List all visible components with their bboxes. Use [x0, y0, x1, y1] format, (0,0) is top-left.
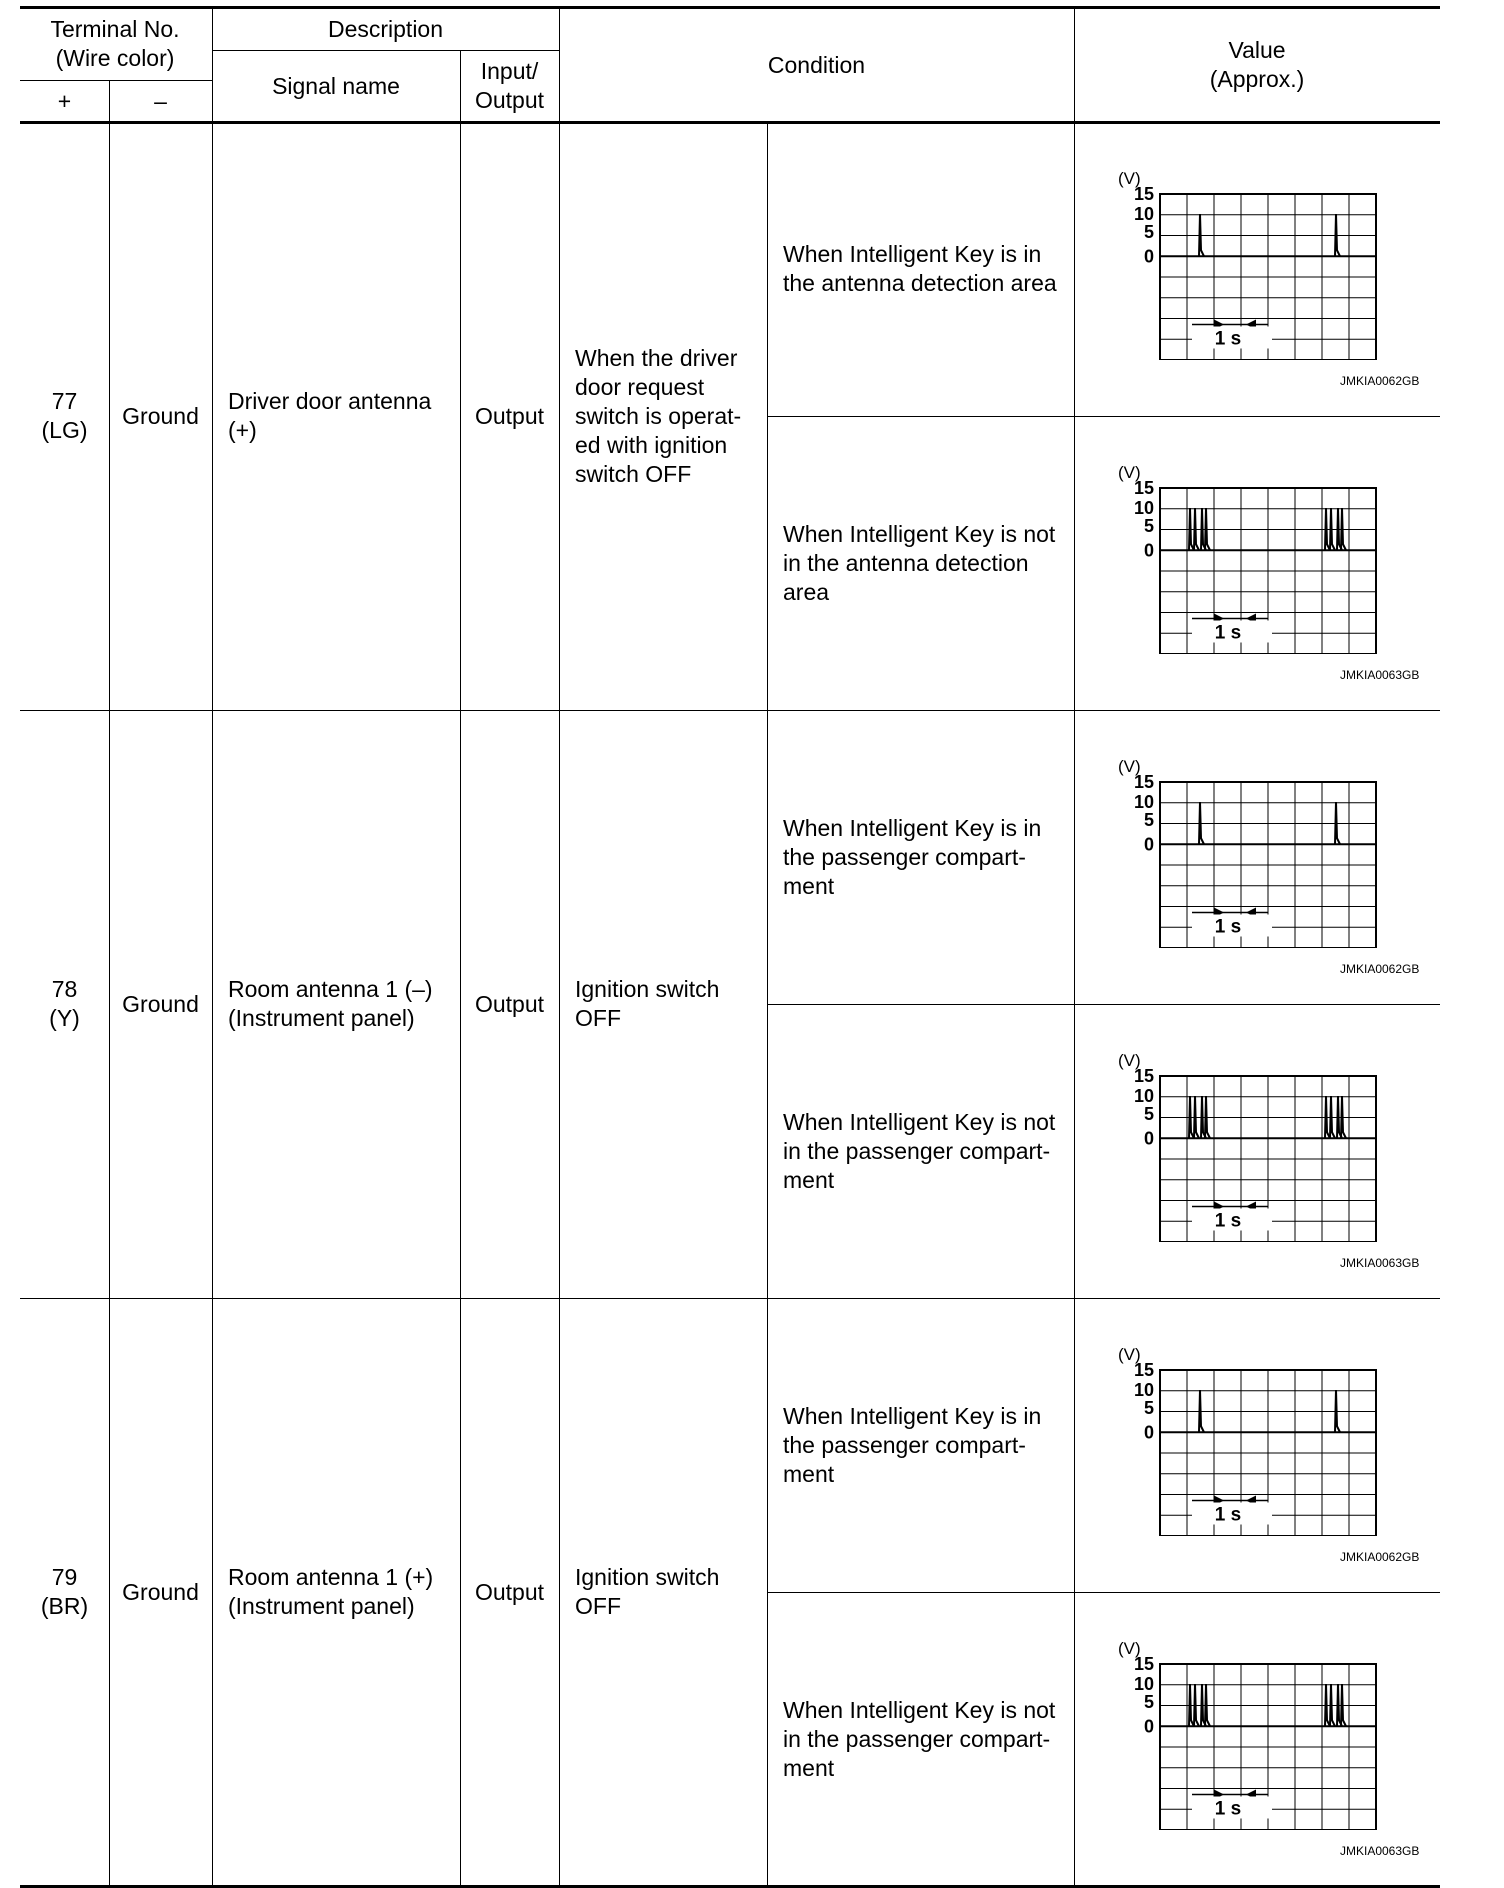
subcondition-cell-line: When Intelligent Key is in [783, 1402, 1042, 1429]
condition-cell-line: OFF [575, 1593, 621, 1619]
wire-color: (LG) [41, 417, 88, 443]
subcondition-cell [767, 416, 1074, 710]
header-minus-label: – [154, 87, 167, 114]
figure-id: JMKIA0063GB [1340, 668, 1420, 682]
minus-value: Ground [122, 990, 199, 1017]
signal-name-cell-line: (Instrument panel) [228, 1005, 415, 1031]
signal-name-cell-line: Room antenna 1 (+) [228, 1564, 434, 1590]
header-minus [109, 80, 212, 122]
subcondition-cell-line: ment [783, 1166, 835, 1193]
condition-cell-line: switch is operat- [575, 402, 742, 429]
table-top-rule [20, 6, 1440, 9]
unit-label: (V) [1118, 1346, 1141, 1364]
header-terminal-no [20, 8, 210, 80]
subcondition-cell-line: ment [783, 1754, 835, 1781]
timescale-label: 1 s [1214, 916, 1242, 938]
minus-value: Ground [122, 402, 199, 429]
timescale-label: 1 s [1214, 1504, 1242, 1526]
subcondition-cell-line: the passenger compart- [783, 843, 1026, 870]
condition-cell-line: When the driver [575, 344, 738, 371]
header-condition-label: Condition [767, 51, 866, 78]
header-terminal-rule [20, 80, 212, 81]
subcondition-cell-line: in the passenger compart- [783, 1137, 1051, 1164]
condition-cell [559, 122, 767, 710]
unit-label: (V) [1118, 1052, 1141, 1070]
condition-cell-line: OFF [575, 1005, 621, 1031]
header-value-line-1: Value [1228, 37, 1286, 63]
subcondition-cell [767, 122, 1074, 416]
y-tick-label: 10 [1133, 204, 1154, 224]
figure-id: JMKIA0062GB [1340, 374, 1420, 388]
signal-name-cell-line: Driver door antenna [228, 388, 432, 414]
header-plus-label: + [57, 87, 72, 114]
condition-cell-line: switch OFF [575, 460, 692, 487]
header-condition [559, 8, 1074, 122]
unit-label: (V) [1118, 758, 1141, 776]
figure-id: JMKIA0062GB [1340, 1550, 1420, 1564]
subcondition-cell-line: When Intelligent Key is not [783, 1696, 1056, 1723]
wire-color: (BR) [40, 1593, 89, 1619]
y-tick-label: 0 [1143, 540, 1154, 561]
io-value: Output [474, 1578, 545, 1605]
header-plus [20, 80, 109, 122]
y-tick-label: 5 [1143, 1398, 1154, 1418]
signal-name-cell-line: (Instrument panel) [228, 1593, 415, 1619]
y-tick-label: 15 [1133, 1654, 1154, 1674]
waveform-graph [1114, 170, 1384, 360]
terminal-cell [20, 1298, 109, 1886]
subcondition-cell-line: ment [783, 872, 835, 899]
y-tick-label: 0 [1143, 1128, 1154, 1149]
y-tick-label: 10 [1133, 498, 1154, 518]
io-cell [460, 1298, 559, 1886]
y-tick-label: 15 [1133, 1360, 1154, 1380]
io-cell [460, 710, 559, 1298]
header-io-line-1: Input/ [480, 58, 539, 84]
waveform-graph [1114, 1640, 1384, 1830]
subcondition-cell-line: When Intelligent Key is not [783, 520, 1056, 547]
y-tick-label: 15 [1133, 478, 1154, 498]
y-tick-label: 10 [1133, 1674, 1154, 1694]
condition-cell-line: Ignition switch [575, 976, 720, 1002]
header-description-rule [212, 50, 559, 51]
terminal-number: 77 [51, 388, 78, 414]
y-tick-label: 10 [1133, 1380, 1154, 1400]
waveform-graph [1114, 1052, 1384, 1242]
y-tick-label: 15 [1133, 184, 1154, 204]
wire-color: (Y) [49, 1005, 80, 1031]
waveform-graph [1114, 464, 1384, 654]
header-description-label: Description [327, 15, 444, 42]
y-tick-label: 5 [1143, 516, 1154, 536]
subcondition-cell-line: in the passenger compart- [783, 1725, 1051, 1752]
subcondition-cell-line: the antenna detection area [783, 270, 1057, 296]
signal-name-cell [212, 122, 460, 710]
subcondition-cell-line: in the antenna detection [783, 549, 1029, 576]
signal-name-cell-line: Room antenna 1 (–) [228, 976, 433, 1002]
y-tick-label: 5 [1143, 1104, 1154, 1124]
waveform-graph [1114, 758, 1384, 948]
subcondition-cell [767, 1592, 1074, 1886]
condition-cell-line: door request [575, 373, 705, 400]
terminal-number: 78 [51, 976, 78, 1002]
subcondition-cell-line: When Intelligent Key is in [783, 814, 1042, 841]
subcondition-cell-line: the passenger compart- [783, 1431, 1026, 1458]
unit-label: (V) [1118, 170, 1141, 188]
unit-label: (V) [1118, 464, 1141, 482]
condition-cell-line: ed with ignition [575, 431, 728, 458]
timescale-label: 1 s [1214, 1210, 1242, 1232]
header-value [1074, 8, 1440, 122]
terminal-cell [20, 122, 109, 710]
signal-name-cell [212, 1298, 460, 1886]
y-tick-label: 5 [1143, 810, 1154, 830]
subcondition-cell-line: When Intelligent Key is not [783, 1108, 1056, 1135]
unit-label: (V) [1118, 1640, 1141, 1658]
header-wire-color-label: (Wire color) [55, 45, 175, 71]
y-tick-label: 0 [1143, 246, 1154, 267]
minus-cell [109, 122, 212, 710]
y-tick-label: 0 [1143, 1716, 1154, 1737]
subcondition-cell-line: area [783, 578, 830, 605]
header-description [212, 8, 559, 50]
io-cell [460, 122, 559, 710]
y-tick-label: 15 [1133, 772, 1154, 792]
subcondition-cell [767, 710, 1074, 1004]
y-tick-label: 15 [1133, 1066, 1154, 1086]
timescale-label: 1 s [1214, 1798, 1242, 1820]
header-value-line-2: (Approx.) [1209, 66, 1305, 92]
condition-cell-line: Ignition switch [575, 1564, 720, 1590]
header-signal-name-label: Signal name [272, 72, 400, 99]
subcondition-cell-line: When Intelligent Key is in [783, 241, 1042, 267]
condition-cell [559, 1298, 767, 1886]
terminal-number: 79 [51, 1564, 78, 1590]
signal-name-cell [212, 710, 460, 1298]
io-value: Output [474, 990, 545, 1017]
timescale-label: 1 s [1214, 622, 1242, 644]
y-tick-label: 5 [1143, 222, 1154, 242]
minus-cell [109, 1298, 212, 1886]
figure-id: JMKIA0063GB [1340, 1256, 1420, 1270]
subcondition-cell [767, 1298, 1074, 1592]
col-divider-value [1074, 8, 1075, 1886]
header-input-output [460, 50, 559, 122]
waveform-graph [1114, 1346, 1384, 1536]
y-tick-label: 5 [1143, 1692, 1154, 1712]
subcondition-cell [767, 1004, 1074, 1298]
timescale-label: 1 s [1214, 328, 1242, 350]
io-value: Output [474, 402, 545, 429]
figure-id: JMKIA0063GB [1340, 1844, 1420, 1858]
terminal-cell [20, 710, 109, 1298]
y-tick-label: 10 [1133, 1086, 1154, 1106]
figure-id: JMKIA0062GB [1340, 962, 1420, 976]
header-io-line-2: Output [474, 87, 545, 113]
header-signal-name [212, 50, 460, 122]
y-tick-label: 0 [1143, 834, 1154, 855]
condition-cell [559, 710, 767, 1298]
signal-name-cell-line: (+) [228, 417, 257, 443]
minus-cell [109, 710, 212, 1298]
header-terminal-label: Terminal No. [50, 16, 180, 42]
subcondition-cell-line: ment [783, 1460, 835, 1487]
y-tick-label: 10 [1133, 792, 1154, 812]
y-tick-label: 0 [1143, 1422, 1154, 1443]
minus-value: Ground [122, 1578, 199, 1605]
